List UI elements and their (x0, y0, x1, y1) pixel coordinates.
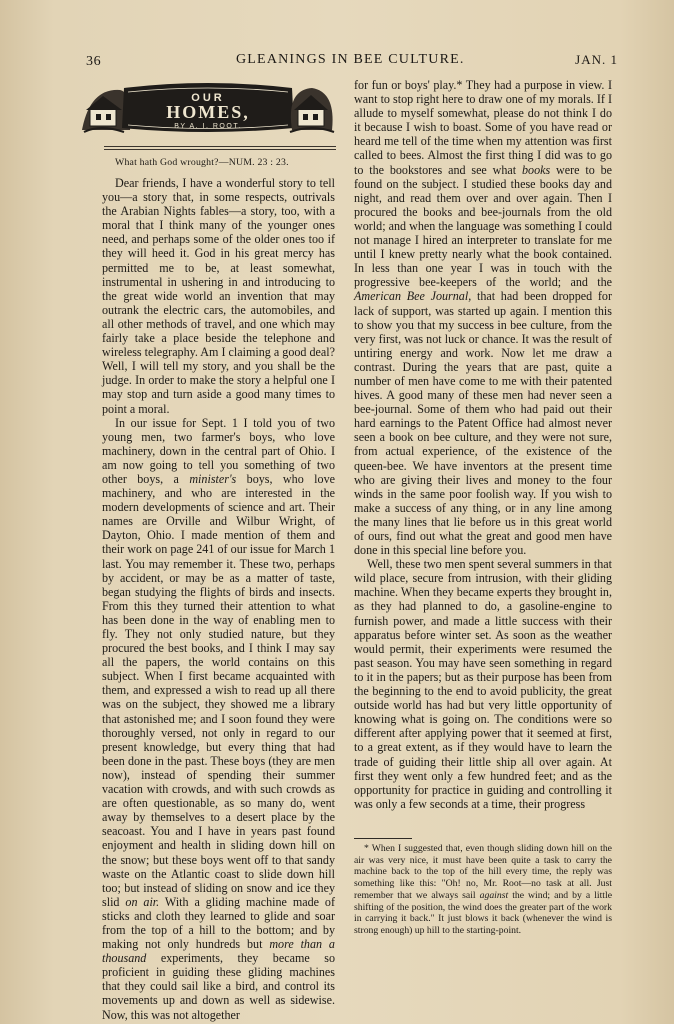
banner-rule-lower (104, 149, 336, 150)
banner-homes: HOMES, (166, 102, 250, 122)
footnote-text: * When I suggested that, even though sliding down hill on the air was very nice, it must have been quite a task to carry the machine back to the top of the hill every time, the reply was something like this: "Oh! no, Mr. Root—no task at all. Just remember that we always sail against the wind; and by a little shifting of the position, the wind does the greater part of the work in carrying it back." It just blows it back (whenever the wind is strong enough) up hill to the starting-point. (354, 843, 612, 936)
paragraph: Well, these two men spent several summers in that wild place, secure from intrusion, with their gliding machine. When they became experts they brought in, as they had planned to do, a gasoline-engine to furnish power, and made a little success with their apparatus before winter set. As soon as the weather would permit, their experiments were resumed the past season. You may have seen something in regard to it in the papers; but as their purpose has been from the beginning to the end to avoid publicity, the great outside world has had but very little opportunity of knowing what is going on. The conditions were so different after applying power that it seemed at first, to a great extent, as if they would have to learn the trade of guiding their little ship all over again. At first they went only a few hundred feet; and as the opportunity for practice in guiding and controlling it was only a few seconds at a time, their progress (354, 557, 612, 811)
page-number: 36 (86, 54, 102, 69)
our-homes-banner (80, 80, 336, 140)
banner-byline: BY A. I. ROOT. (174, 123, 242, 130)
text-column-right (354, 78, 612, 811)
running-header (86, 50, 618, 72)
right-house-illustration (290, 88, 334, 132)
journal-title: GLEANINGS IN BEE CULTURE. (236, 52, 465, 67)
footnote-rule (354, 838, 412, 839)
banner-rule-upper (104, 146, 336, 147)
paragraph: for fun or boys' play.* They had a purpose in view. I want to stop right here to draw one of my morals. If I allude to myself somewhat, please do not think I do it because I wish to boast. Some of you have read or heard me tell of the time when my attention was first called to bees. Almost the first thing I did was to go to the bookstores and see what books were to be found on the subject. I studied these books day and night, and read them over and over again. Then I procured the books and bee-journals from the old world; and when the language was something I could not manage I hired an interpreter to translate for me until I knew pretty nearly what the book contained. In less than one year I was in touch with the progressive bee-keepers of the world; and the American Bee Journal, that had been dropped for lack of support, was started up again. I mention this to show you that my success in bee culture, from the very first, was not luck or chance. It was the result of untiring energy and work. Now let me draw a contrast. During the years that are past, quite a number of men have come to me with their patented hives. A good many of these men had never seen a bee-journal. Some of them who had paid out their hard earnings to the Patent Office had almost never seen a book on bee culture, and they were not sure, from actual experience, of the existence of the queen-bee. We have inventors at the present time who are giving their lives and money to the four winds in the same poor foolish way. If you wish to make a success of any thing, or in any line among the many lines that lie before us in this great world of ours, find out what the great and good men have done in this special line before you. (354, 78, 613, 558)
banner-our: OUR (191, 92, 225, 104)
banner-graphic (80, 80, 336, 140)
issue-date: JAN. 1 (575, 52, 618, 67)
footnote (354, 843, 612, 937)
epigraph: What hath God wrought?—NUM. 23 : 23. (115, 157, 289, 168)
paragraph: In our issue for Sept. 1 I told you of two young men, two farmer's boys, who love machinery, down in the central part of Ohio. I am now going to tell you something of two other boys, a minister's boys, who love machinery, and who are interested in the modern developments of science and art. Their names are Orville and Wilbur Wright, of Dayton, Ohio. I made mention of them and their work on page 241 of our issue for March 1 last. You may remember it. These two, perhaps by accident, or may be as a matter of taste, began studying the flights of birds and insects. From this they turned their attention to what has been done in the way of enabling men to fly. They not only studied nature, but they procured the best books, and I think I may say all the papers, the world contains on this subject. When I first became acquainted with them, and expressed a wish to read up all there was on the subject, they showed me a library that astonished me; and I soon found they were thoroughly versed, not only in regard to our present knowledge, but every thing that had been done in the past. These boys (they are men now), instead of spending their summer vacation with crowds, and with such crowds as are often questionable, as so many do, went away by themselves to a desert place by the seacoast. You and I have in years past found enjoyment and health in sliding down hill on the snow; but these boys went off to that sandy waste on the Atlantic coast to slide down hill too; but instead of sliding on snow and ice they slid on air. With a gliding machine made of sticks and cloth they learned to glide and soar from the top of a hill to the bottom; and by making not only hundreds but more than a thousand experiments, they became so proficient in guiding these gliding machines that they could sail like a bird, and control its movements up and down as well as sidewise. Now, this was not altogether (102, 415, 336, 1022)
text-column-left (102, 176, 335, 1022)
paragraph: Dear friends, I have a wonderful story to tell you—a story that, in some respects, outrivals the Arabian Nights fables—a story, too, with a moral that I think many of the younger ones need, and perhaps some of the older ones too if they will heed it. God in his great mercy has permitted me to be, at least somewhat, instrumental in ushering in and introducing to the great wide world an invention that may outrank the electric cars, the automobiles, and all other methods of travel, and one which may fairly take a place beside the telephone and wireless telegraphy. Am I claiming a good deal? Well, I will tell my story, and you shall be the judge. In order to make the story a helpful one I may stop and turn aside a good many times to point a moral. (102, 176, 335, 416)
